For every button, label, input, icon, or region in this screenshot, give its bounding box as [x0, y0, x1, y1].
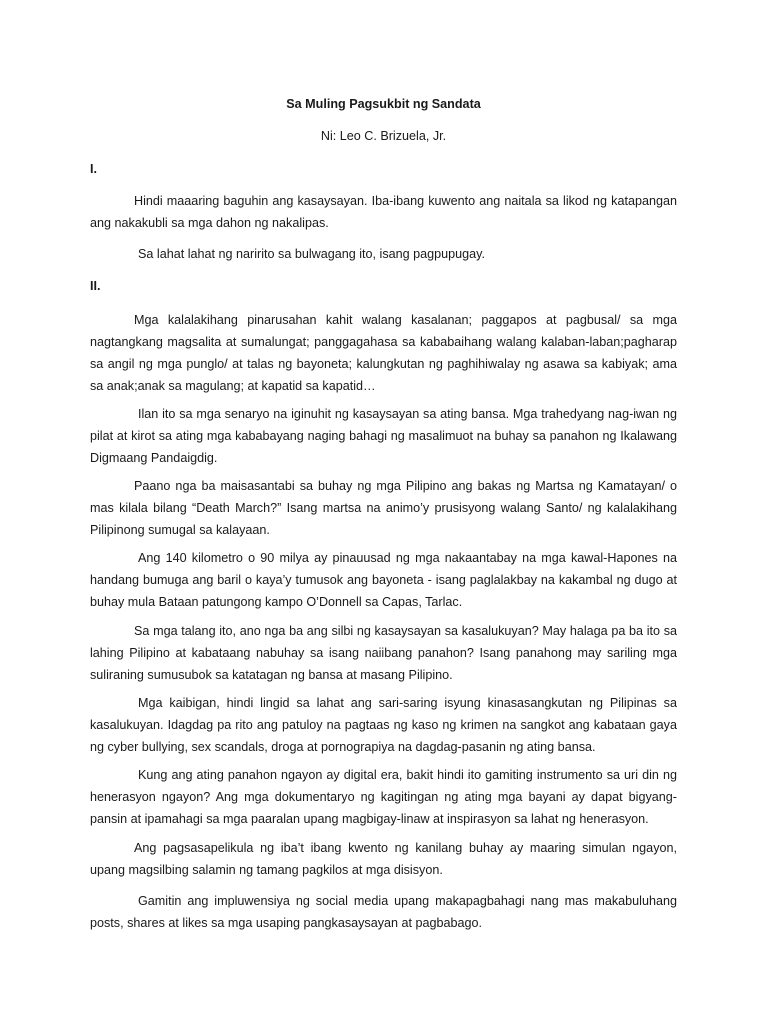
- paragraph-1: Hindi maaaring baguhin ang kasaysayan. Iba-ibang kuwento ang naitala sa likod ng katapangan ang nakakubli sa mga dahon ng nakalipas.: [90, 194, 677, 230]
- document-page: [90, 0, 677, 1024]
- section-heading-1: I.: [90, 162, 97, 176]
- paragraph-10: Ang pagsasapelikula ng iba’t ibang kwento ng kanilang buhay ay maaring simulan ngayon, upang magsilbing salamin ng tamang pagkilos at mga disisyon.: [90, 841, 677, 877]
- document-title: Sa Muling Pagsukbit ng Sandata: [286, 97, 481, 111]
- paragraph-4: Ilan ito sa mga senaryo na iginuhit ng kasaysayan sa ating bansa. Mga trahedyang nag-iwan ng pilat at kirot sa ating mga kababayang naging bahagi ng masalimuot na buhay sa panahon ng Ikalawang Digmaang Pandaigdig.: [90, 407, 677, 465]
- paragraph-11: Gamitin ang impluwensiya ng social media upang makapagbahagi nang mas makabuluhang posts, shares at likes sa mga usaping pangkasaysayan at pagbabago.: [90, 894, 677, 930]
- paragraph-3: Mga kalalakihang pinarusahan kahit walang kasalanan; paggapos at pagbusal/ sa mga nagtangkang magsalita at sumalungat; panggagahasa sa kababaihang walang kalaban-laban;pagharap sa angil ng mga punglo/ at talas ng bayoneta; kalungkutan ng paghihiwalay ng asawa sa kabiyak; ama sa anak;anak sa magulang; at kapatid sa kapatid…: [90, 313, 677, 393]
- document-author: Ni: Leo C. Brizuela, Jr.: [320, 129, 447, 143]
- section-heading-2: II.: [90, 279, 101, 293]
- paragraph-6: Ang 140 kilometro o 90 milya ay pinauusad ng mga nakaantabay na mga kawal-Hapones na handang bumuga ang baril o kaya’y tumusok ang bayoneta - isang paglalakbay na kakambal ng dugo at buhay mula Bataan patungong kampo O’Donnell sa Capas, Tarlac.: [90, 551, 677, 609]
- paragraph-5: Paano nga ba maisasantabi sa buhay ng mga Pilipino ang bakas ng Martsa ng Kamatayan/ o mas kilala bilang “Death March?” Isang martsa na animo’y prusisyong walang Santo/ ng kalalakihang Pilipinong sumugal sa kalayaan.: [90, 479, 677, 537]
- paragraph-9: Kung ang ating panahon ngayon ay digital era, bakit hindi ito gamiting instrumento sa uri din ng henerasyon ngayon? Ang mga dokumentaryo ng kagitingan ng ating mga bayani ay dapat bigyang-pansin at ipamahagi sa mga paaralan upang magbigay-linaw at inspirasyon sa lahat ng henerasyon.: [90, 768, 677, 826]
- paragraph-7: Sa mga talang ito, ano nga ba ang silbi ng kasaysayan sa kasalukuyan? May halaga pa ba ito sa lahing Pilipino at kabataang nabuhay sa isang naiibang panahon? Isang panahong may sariling mga suliraning sumusubok sa katatagan ng bansa at masang Pilipino.: [90, 624, 677, 682]
- paragraph-2: Sa lahat lahat ng naririto sa bulwagang ito, isang pagpupugay.: [138, 247, 486, 261]
- paragraph-8: Mga kaibigan, hindi lingid sa lahat ang sari-saring isyung kinasasangkutan ng Pilipinas sa kasalukuyan. Idagdag pa rito ang patuloy na pagtaas ng kaso ng krimen na sangkot ang kabataan gaya ng cyber bullying, sex scandals, droga at pornograpiya na dagdag-pasanin ng ating bansa.: [90, 696, 677, 754]
